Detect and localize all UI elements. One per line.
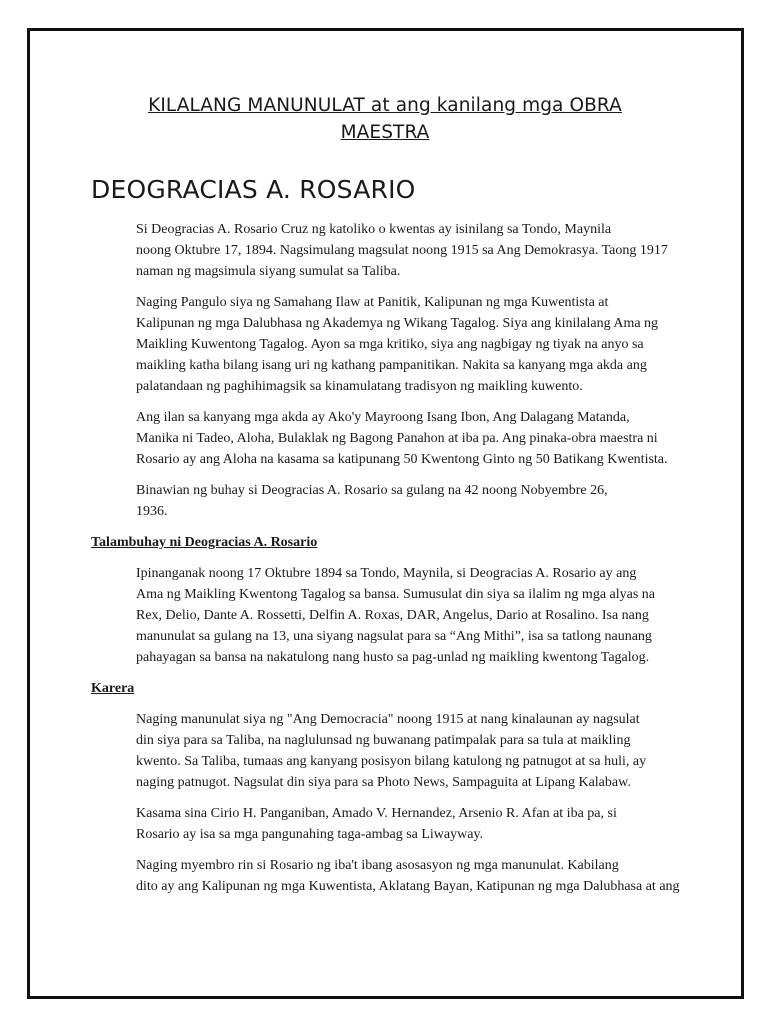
paragraph-line: 1936. (136, 504, 168, 519)
paragraph-line: Manika ni Tadeo, Aloha, Bulaklak ng Bagong Panahon at iba pa. Ang pinaka-obra maestra ni (136, 431, 658, 446)
paragraph-line: palatandaan ng paghihimagsik sa kinamulatang tradisyon ng maikling kuwento. (136, 379, 583, 394)
paragraph-line: manunulat sa gulang na 13, una siyang nagsulat para sa “Ang Mithi”, isa sa tatlong naunang (136, 629, 652, 644)
paragraph (91, 803, 679, 845)
paragraph-line: Rosario ay ang Aloha na kasama sa katipunang 50 Kwentong Ginto ng 50 Batikang Kwentista. (136, 452, 668, 467)
paragraph-line: maikling katha bilang isang uri ng kathang pampanitikan. Nakita sa kanyang mga akda ang (136, 358, 647, 373)
paragraph-line: Rosario ay isa sa mga pangunahing taga-ambag sa Liwayway. (136, 827, 484, 842)
paragraph-line: Maikling Kuwentong Tagalog. Ayon sa mga kritiko, siya ang nagbigay ng tiyak na anyo sa (136, 337, 644, 352)
paragraph (91, 407, 679, 470)
paragraph-line: Ama ng Maikling Kwentong Tagalog sa bansa. Sumusulat din siya sa ilalim ng mga alyas na (136, 587, 656, 602)
paragraph-line: Si Deogracias A. Rosario Cruz ng katoliko o kwentas ay isinilang sa Tondo, Maynila (136, 222, 612, 237)
paragraph-line: naging patnugot. Nagsulat din siya para sa Photo News, Sampaguita at Lipang Kalabaw. (136, 775, 631, 790)
document-body (91, 92, 679, 907)
paragraph-line: Naging myembro rin si Rosario ng iba't ibang asosasyon ng mga manunulat. Kabilang (136, 858, 619, 873)
paragraph-line: kwento. Sa Taliba, tumaas ang kanyang posisyon bilang katulong ng patnugot at sa huli, ay (136, 754, 647, 769)
paragraph-line: Rex, Delio, Dante A. Rossetti, Delfin A. Roxas, DAR, Angelus, Dario at Rosalino. Isa nang (136, 608, 649, 623)
author-heading: DEOGRACIAS A. ROSARIO (91, 175, 416, 204)
intro-section (91, 219, 679, 522)
paragraph-line: din siya para sa Taliba, na naglulunsad ng buwanang patimpalak para sa tula at maikling (136, 733, 631, 748)
paragraph-line: Kasama sina Cirio H. Panganiban, Amado V. Hernandez, Arsenio R. Afan at iba pa, si (136, 806, 617, 821)
section-heading-karera: Karera (91, 681, 135, 696)
paragraph-line: Naging manunulat siya ng "Ang Democracia" noong 1915 at nang kinalaunan ay nagsulat (136, 712, 640, 727)
document-title (91, 92, 679, 146)
paragraph-line: dito ay ang Kalipunan ng mga Kuwentista, Aklatang Bayan, Katipunan ng mga Dalubhasa at ang (136, 879, 680, 894)
paragraph (91, 480, 679, 522)
paragraph (91, 292, 679, 397)
document-title-line-1: KILALANG MANUNULAT at ang kanilang mga OBRA (148, 95, 622, 116)
section-heading-talambuhay: Talambuhay ni Deogracias A. Rosario (91, 535, 318, 550)
paragraph-line: Kalipunan ng mga Dalubhasa ng Akademya ng Wikang Tagalog. Siya ang kinilalang Ama ng (136, 316, 659, 331)
paragraph-line: Binawian ng buhay si Deogracias A. Rosario sa gulang na 42 noong Nobyembre 26, (136, 483, 608, 498)
document-title-line-2: MAESTRA (340, 122, 430, 143)
paragraph-line: Naging Pangulo siya ng Samahang Ilaw at Panitik, Kalipunan ng mga Kuwentista at (136, 295, 609, 310)
paragraph (91, 709, 679, 793)
paragraph-line: naman ng magsimula siyang sumulat sa Taliba. (136, 264, 401, 279)
paragraph (91, 219, 679, 282)
paragraph-line: Ang ilan sa kanyang mga akda ay Ako'y Mayroong Isang Ibon, Ang Dalagang Matanda, (136, 410, 630, 425)
talambuhay-section (91, 563, 679, 668)
paragraph (91, 855, 679, 897)
paragraph-line: Ipinanganak noong 17 Oktubre 1894 sa Tondo, Maynila, si Deogracias A. Rosario ay ang (136, 566, 637, 581)
paragraph-line: pahayagan sa bansa na nakatulong nang husto sa pag-unlad ng maikling kwentong Tagalog. (136, 650, 650, 665)
karera-section (91, 709, 679, 897)
paragraph-line: noong Oktubre 17, 1894. Nagsimulang magsulat noong 1915 sa Ang Demokrasya. Taong 1917 (136, 243, 668, 258)
paragraph (91, 563, 679, 668)
